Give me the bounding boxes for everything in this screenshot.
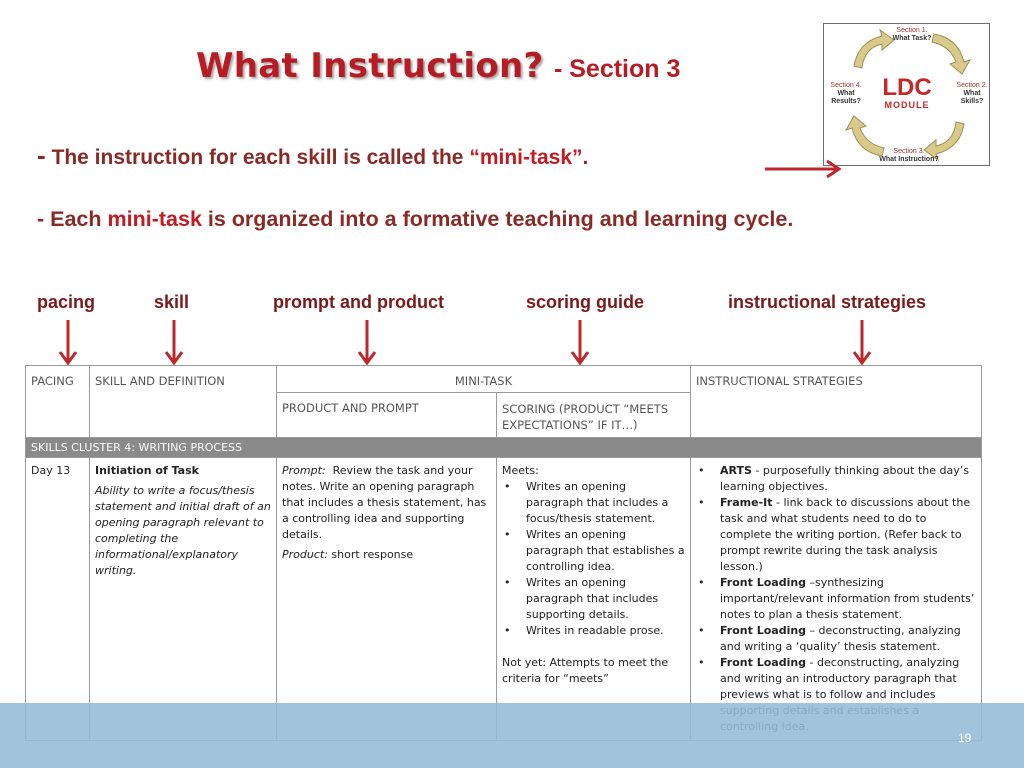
list-item: • Writes in readable prose. xyxy=(502,623,685,639)
strategy-name: Front Loading xyxy=(720,576,807,589)
ldc-logo: LDC xyxy=(882,74,932,101)
skill-title: Initiation of Task xyxy=(95,464,199,477)
arrow-down-icon xyxy=(58,318,78,366)
bullet-line-2 xyxy=(37,207,793,232)
label-instructional-strategies: instructional strategies xyxy=(728,292,927,312)
list-item: • Writes an opening paragraph that includes supporting details. xyxy=(502,575,685,623)
ldc-section1 xyxy=(882,27,942,43)
strategy-text: - purposefully thinking about the day’s learning objectives. xyxy=(720,464,969,493)
line2-start: - Each xyxy=(37,207,102,231)
cell-scoring xyxy=(497,458,691,741)
arrow-right-icon xyxy=(763,158,845,182)
arrow-down-icon xyxy=(570,318,590,366)
line2-highlight: mini-task xyxy=(107,207,202,231)
ldc-module-text: MODULE xyxy=(884,100,930,110)
ldc-section2-question-2: Skills? xyxy=(960,98,984,105)
header-skill: SKILL AND DEFINITION xyxy=(90,366,277,438)
not-yet-text: Not yet: Attempts to meet the criteria for “meets” xyxy=(502,656,669,685)
footer-band xyxy=(0,703,1024,768)
cell-day: Day 13 xyxy=(26,458,90,741)
label-prompt-product: prompt and product xyxy=(273,292,444,312)
cluster-row xyxy=(26,438,982,458)
ldc-section3-question: What Instruction? xyxy=(879,156,939,163)
ldc-section4-question-1: What xyxy=(837,90,855,97)
slide-title xyxy=(196,46,680,86)
line2-end: is organized into a formative teaching and learning cycle. xyxy=(207,207,794,231)
line1-highlight: “mini-task” xyxy=(469,146,583,169)
table-header-row xyxy=(26,366,982,393)
strategy-name: Front Loading xyxy=(720,624,807,637)
line1-text: The instruction for each skill is called the xyxy=(51,146,464,169)
skill-definition: Ability to write a focus/thesis statement and initial draft of an opening paragraph relevant to completing the informational/explanatory writing. xyxy=(95,484,271,577)
ldc-section1-question: What Task? xyxy=(892,35,932,42)
cell-skill xyxy=(90,458,277,741)
prompt-label: Prompt: xyxy=(282,464,326,477)
header-product: PRODUCT AND PROMPT xyxy=(277,393,497,438)
header-minitask: MINI-TASK xyxy=(277,366,691,393)
meets-label: Meets: xyxy=(502,464,539,477)
label-scoring-guide: scoring guide xyxy=(526,292,645,312)
arrow-down-icon xyxy=(852,318,872,366)
arrow-down-icon xyxy=(164,318,184,366)
line1-end: . xyxy=(582,146,589,169)
strategy-name: ARTS xyxy=(720,464,752,477)
ldc-section2-question-1: What xyxy=(963,90,981,97)
page-number: 19 xyxy=(958,731,972,745)
title-main: What Instruction? xyxy=(196,46,544,86)
ldc-section3-label: Section 3. xyxy=(893,148,925,155)
cell-prompt xyxy=(277,458,497,741)
label-skill: skill xyxy=(154,292,190,312)
list-item: • Writes an opening paragraph that establishes a controlling idea. xyxy=(502,527,685,575)
instruction-table xyxy=(25,365,982,741)
title-sub: - Section 3 xyxy=(553,55,681,83)
header-pacing: PACING xyxy=(26,366,90,438)
line1-dash: - xyxy=(37,140,46,170)
strategy-name: Frame-It xyxy=(720,496,773,509)
list-item xyxy=(696,623,976,655)
ldc-section2 xyxy=(952,82,992,106)
prompt-text: Review the task and your notes. Write an opening paragraph that includes a thesis statement, has a controlling idea and supporting details. xyxy=(282,464,487,541)
arrow-down-icon xyxy=(357,318,377,366)
list-item xyxy=(696,463,976,495)
ldc-module-diagram xyxy=(823,23,990,166)
cell-strategies xyxy=(691,458,982,741)
ldc-section4 xyxy=(824,82,868,106)
list-item: • Writes an opening paragraph that includes a focus/thesis statement. xyxy=(502,479,685,527)
strategy-text: –synthesizing important/relevant information from students’ notes to plan a thesis statement. xyxy=(720,576,975,621)
ldc-section3 xyxy=(864,148,954,164)
strategy-text: – deconstructing, analyzing and writing a ‘quality’ thesis statement. xyxy=(720,624,961,653)
list-item xyxy=(696,495,976,575)
ldc-section2-label: Section 2. xyxy=(956,82,988,89)
product-label: Product: xyxy=(282,548,328,561)
label-pacing: pacing xyxy=(37,292,96,312)
list-item xyxy=(696,575,976,623)
table-row xyxy=(26,458,982,741)
strategy-text: - deconstructing, analyzing and writing an introductory paragraph that previews what is to follow and includes xyxy=(720,656,960,701)
product-text: short response xyxy=(331,548,414,561)
cluster-label: SKILLS CLUSTER 4: WRITING PROCESS xyxy=(26,438,982,458)
header-strategies: INSTRUCTIONAL STRATEGIES xyxy=(691,366,982,438)
ldc-section4-label: Section 4. xyxy=(830,82,862,89)
ldc-section1-label: Section 1. xyxy=(896,27,928,34)
strategies-list xyxy=(696,463,976,735)
header-scoring: SCORING (PRODUCT “MEETS EXPECTATIONS” IF IT…) xyxy=(497,393,691,438)
meets-list xyxy=(502,479,685,639)
bullet-line-1 xyxy=(37,140,588,171)
strategy-name: Front Loading xyxy=(720,656,807,669)
strategy-text: - link back to discussions about the task and what students need to do to complete the writing portion. (Refer back to prompt rewrite during the task analysis lesson.) xyxy=(720,496,971,573)
ldc-section4-question-2: Results? xyxy=(831,98,861,105)
